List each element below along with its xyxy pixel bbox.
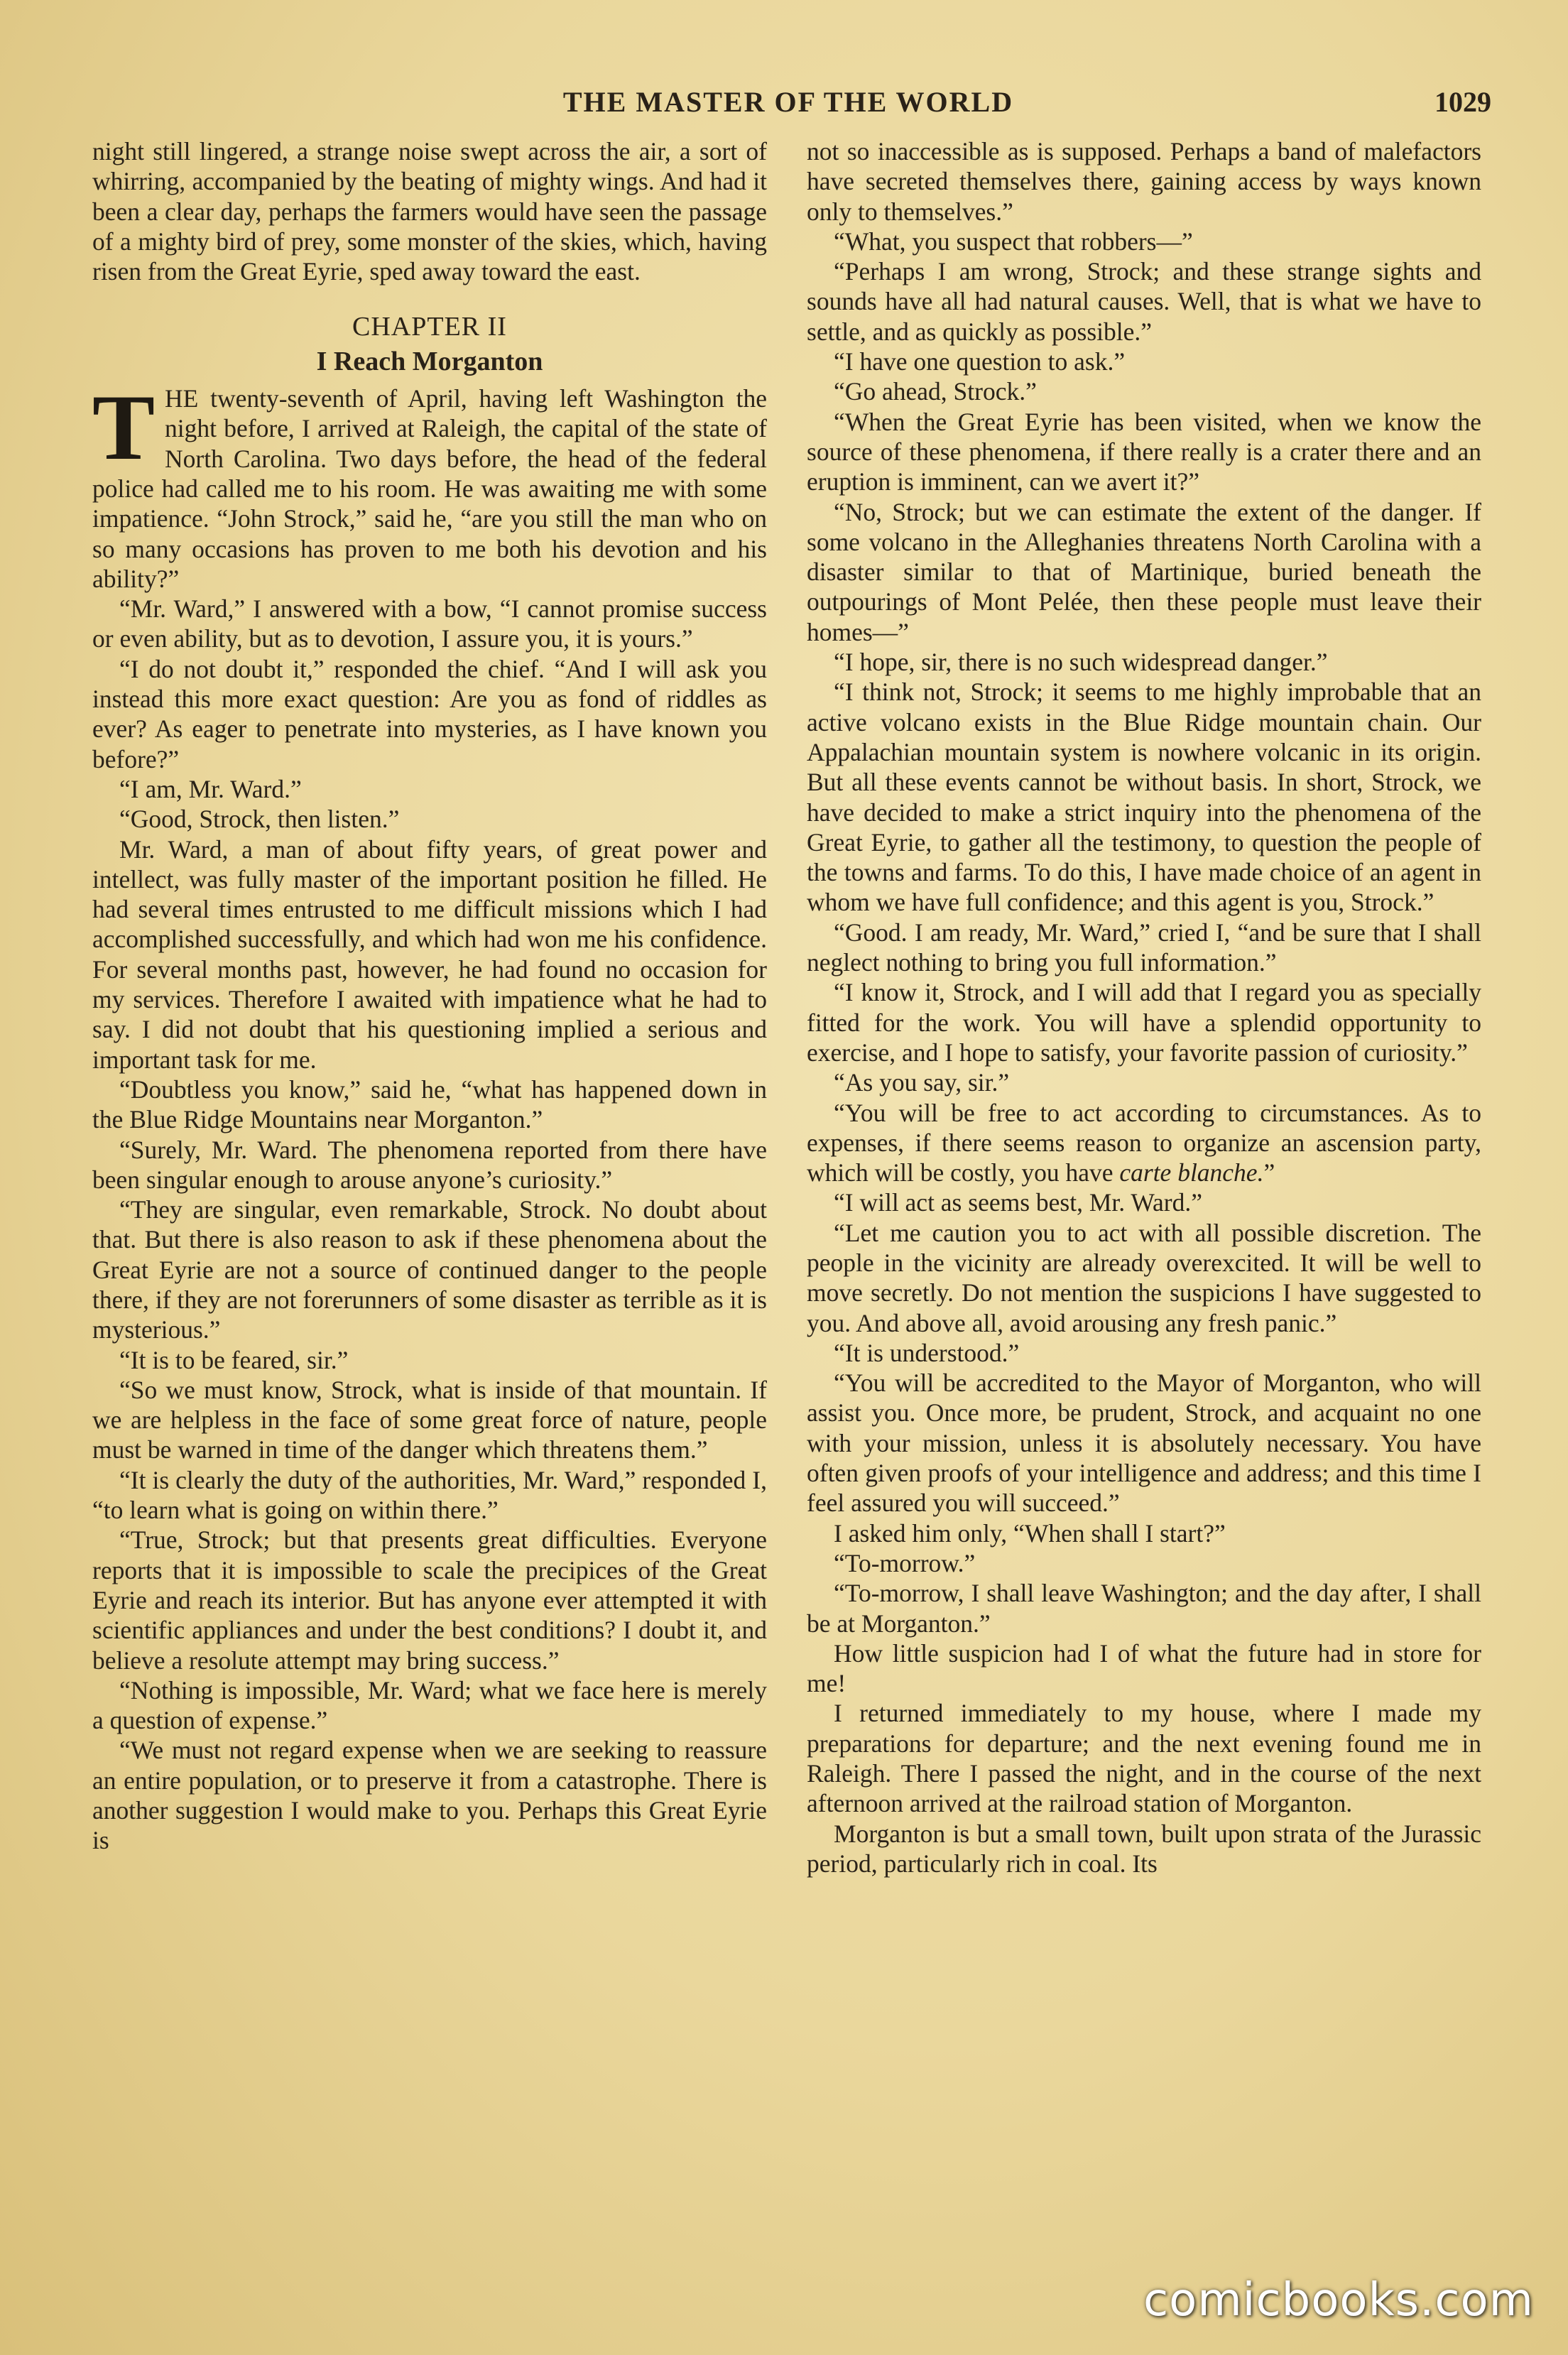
first-paragraph-text: HE twenty-seventh of April, having left Washington the night before, I arrived at Raleigh, the capital of the state of North Carolina. Two days before, the head of the federal police had called me to his room. He was awaiting me with some impatience. “John Strock,” said he, “are you still the man who on so many occasions has proven to me both his devotion and his ability?”	[92, 384, 767, 593]
paragraph: “I will act as seems best, Mr. Ward.”	[834, 1188, 1202, 1217]
right-paragraphs-a	[807, 227, 1481, 1098]
paragraph: “They are singular, even remarkable, Strock. No doubt about that. But there is also reason to ask if these phenomena about the Great Eyrie are not a source of continued danger to the people there, if they are not forerunners of some disaster as terrible as it is mysterious.”	[92, 1195, 767, 1344]
paragraph: “Surely, Mr. Ward. The phenomena reported from there have been singular enough to arouse anyone’s curiosity.”	[92, 1135, 767, 1194]
paragraph: “As you say, sir.”	[834, 1068, 1010, 1097]
left-column	[92, 136, 767, 1856]
site-watermark: comicbooks.com	[1143, 2274, 1534, 2327]
carte-blanche-before: “You will be free to act according to circumstances. As to expenses, if there seems reason to organize an ascension party, which will be costly, you have	[807, 1098, 1481, 1187]
page-header	[85, 85, 1491, 128]
continuation-paragraph: not so inaccessible as is supposed. Perhaps a band of malefactors have secreted themselves there, gaining access by ways known only to themselves.”	[807, 137, 1481, 226]
paragraph: “Go ahead, Strock.”	[834, 377, 1037, 406]
paragraph: “I do not doubt it,” responded the chief. “And I will ask you instead this more exact question: Are you as fond of riddles as ever? As eager to penetrate into mysteries, as I have known you before?”	[92, 654, 767, 773]
paragraph: “I know it, Strock, and I will add that I regard you as specially fitted for the work. You will have a splendid opportunity to exercise, and I hope to satisfy, your favorite passion of curiosity.”	[807, 978, 1481, 1067]
paragraph: “To-morrow.”	[834, 1548, 976, 1577]
chapter-subtitle: I Reach Morganton	[316, 346, 543, 376]
chapter-title: CHAPTER II	[352, 312, 507, 342]
right-paragraphs-b	[807, 1187, 1481, 1878]
paragraph: “I hope, sir, there is no such widespread danger.”	[834, 648, 1328, 677]
paragraph: “Nothing is impossible, Mr. Ward; what we face here is merely a question of expense.”	[92, 1675, 767, 1735]
paragraph: “You will be accredited to the Mayor of Morganton, who will assist you. Once more, be prudent, Strock, and acquaint no one with your mission, unless it is absolutely necessary. You have often given proofs of your intelligence and address; and this time I feel assured you will succeed.”	[807, 1369, 1481, 1518]
chapter-first-paragraph	[92, 375, 767, 594]
carte-blanche-italic: carte blanche.	[1119, 1158, 1264, 1187]
paragraph: “It is clearly the duty of the authorities, Mr. Ward,” responded I, “to learn what is going on within there.”	[92, 1465, 767, 1525]
paragraph: “What, you suspect that robbers—”	[834, 227, 1193, 256]
paragraph: I asked him only, “When shall I start?”	[834, 1518, 1226, 1548]
paragraph: “Doubtless you know,” said he, “what has happened down in the Blue Ridge Mountains near Morganton.”	[92, 1075, 767, 1134]
paragraph: “It is understood.”	[834, 1338, 1020, 1367]
paragraph: “Mr. Ward,” I answered with a bow, “I cannot promise success or even ability, but as to devotion, I assure you, it is yours.”	[92, 594, 767, 653]
paragraph: “No, Strock; but we can estimate the extent of the danger. If some volcano in the Alleghanies threatens North Carolina with a disaster similar to that of Martinique, buried beneath the outpourings of Mont Pelée, then these people must leave their homes—”	[807, 497, 1481, 646]
paragraph: “I have one question to ask.”	[834, 347, 1126, 376]
paragraph: Morganton is but a small town, built upon strata of the Jurassic period, particularly rich in coal. Its	[807, 1819, 1481, 1878]
right-column	[807, 136, 1481, 1878]
paragraph: “We must not regard expense when we are seeking to reassure an entire population, or to preserve it from a catastrophe. There is another suggestion I would make to you. Perhaps this Great Eyrie is	[92, 1736, 767, 1855]
paragraph: “True, Strock; but that presents great difficulties. Everyone reports that it is impossible to scale the precipices of the Great Eyrie and reach its interior. But has anyone ever attempted it with scientific appliances and under the best conditions? I doubt it, and believe a resolute attempt may bring success.”	[92, 1525, 767, 1675]
paragraph: “To-morrow, I shall leave Washington; and the day after, I shall be at Morganton.”	[807, 1579, 1481, 1638]
paragraph: I returned immediately to my house, where I made my preparations for departure; and the next evening found me in Raleigh. There I passed the night, and in the course of the next afternoon arrived at the railroad station of Morganton.	[807, 1699, 1481, 1818]
paragraph: “Good. I am ready, Mr. Ward,” cried I, “and be sure that I shall neglect nothing to bring you full information.”	[807, 918, 1481, 977]
paragraph: “So we must know, Strock, what is inside of that mountain. If we are helpless in the face of some great force of nature, people must be warned in time of the danger which threatens them.”	[92, 1375, 767, 1464]
left-paragraphs	[92, 594, 767, 1855]
paragraph: “Good, Strock, then listen.”	[119, 805, 400, 834]
paragraph: “It is to be feared, sir.”	[119, 1345, 349, 1374]
paragraph: “Let me caution you to act with all possible discretion. The people in the vicinity are already overexcited. It will be well to move secretly. Do not mention the suspicions I have suggested to you. And above all, avoid arousing any fresh panic.”	[807, 1218, 1481, 1337]
carte-blanche-after: ”	[1263, 1158, 1275, 1187]
carte-blanche-paragraph	[807, 1098, 1481, 1188]
paragraph: “I think not, Strock; it seems to me highly improbable that an active volcano exists in the Blue Ridge mountain chain. Our Appalachian mountain system is nowhere volcanic in its origin. But all these events cannot be without basis. In short, Strock, we have decided to make a strict inquiry into the phenomena of the Great Eyrie, to gather all the testimony, to question the people of the towns and farms. To do this, I have made choice of an agent in whom we have full confidence; and this agent is you, Strock.”	[807, 678, 1481, 917]
paragraph: “I am, Mr. Ward.”	[119, 774, 302, 803]
paragraph: Mr. Ward, a man of about fifty years, of great power and intellect, was fully master of the important position he filled. He had several times entrusted to me difficult missions which I had accomplished successfully, and which had won me his confidence. For several months past, however, he had found no occasion for my services. Therefore I awaited with impatience what he had to say. I did not doubt that his questioning implied a serious and important task for me.	[92, 834, 767, 1074]
drop-cap: T	[92, 375, 156, 480]
running-title: THE MASTER OF THE WORLD	[562, 86, 1014, 118]
paragraph: “Perhaps I am wrong, Strock; and these strange sights and sounds have all had natural causes. Well, that is what we have to settle, and as quickly as possible.”	[807, 257, 1481, 346]
page-number: 1029	[1434, 86, 1491, 118]
opening-paragraph: night still lingered, a strange noise swept across the air, a sort of whirring, accompanied by the beating of mighty wings. And had it been a clear day, perhaps the farmers would have seen the passage of a mighty bird of prey, some monster of the skies, which, having risen from the Great Eyrie, sped away toward the east.	[92, 137, 767, 286]
paragraph: “When the Great Eyrie has been visited, when we know the source of these phenomena, if there really is a crater there and an eruption is imminent, can we avert it?”	[807, 407, 1481, 496]
paragraph: How little suspicion had I of what the future had in store for me!	[807, 1638, 1481, 1698]
